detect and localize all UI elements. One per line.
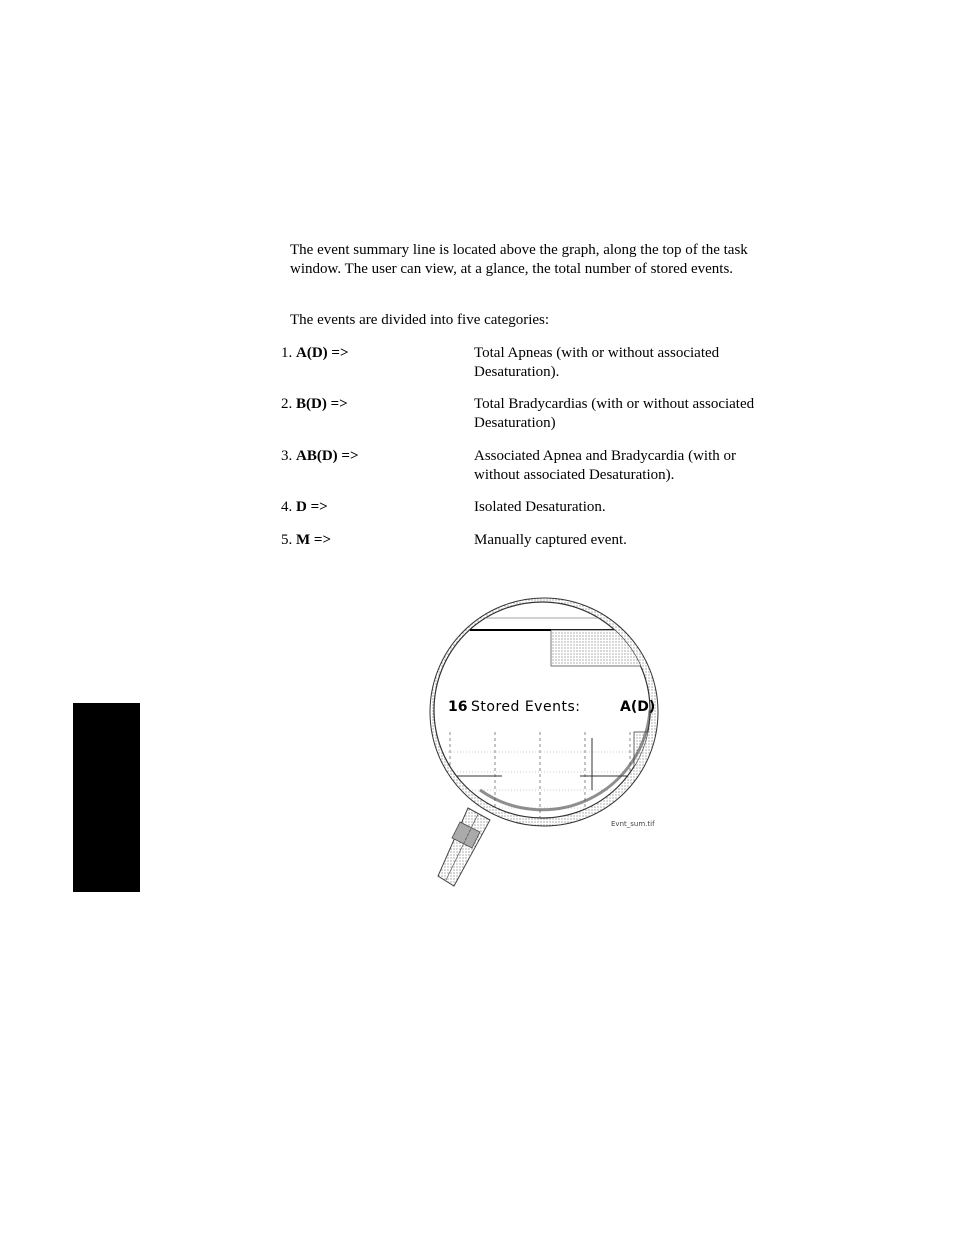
event-code: B(D) => — [296, 396, 348, 412]
event-description: Isolated Desaturation. — [474, 499, 606, 515]
categories-intro: The events are divided into five categories: — [290, 312, 550, 328]
item-number: 2. — [281, 396, 293, 412]
event-description: Total Bradycardias (with or without associated Desaturation) — [474, 396, 755, 431]
magnifier-illustration — [420, 590, 670, 890]
event-code: AB(D) => — [296, 448, 359, 464]
event-description: Manually captured event. — [474, 532, 627, 548]
event-description: Associated Apnea and Bradycardia (with or without associated Desaturation). — [474, 448, 736, 483]
intro-paragraph: The event summary line is located above the graph, along the top of the task window. The user can view, at a glance, the total number of stored events. — [290, 242, 748, 277]
stored-events-count: 16 — [448, 699, 468, 715]
item-number: 1. — [281, 345, 293, 361]
magnifier-handle — [438, 808, 490, 886]
chapter-tab-marker — [73, 703, 140, 892]
event-code: M => — [296, 532, 332, 548]
event-description: Total Apneas (with or without associated Desaturation). — [474, 345, 720, 380]
stored-events-label: Stored Events: — [471, 699, 581, 715]
magnifier-icon — [420, 590, 670, 890]
figure-filename: Evnt_sum.tif — [611, 820, 655, 828]
event-code: D => — [296, 499, 328, 515]
item-number: 5. — [281, 532, 293, 548]
item-number: 4. — [281, 499, 293, 515]
item-number: 3. — [281, 448, 293, 464]
summary-event-code: A(D) — [620, 699, 656, 715]
event-code: A(D) => — [296, 345, 349, 361]
